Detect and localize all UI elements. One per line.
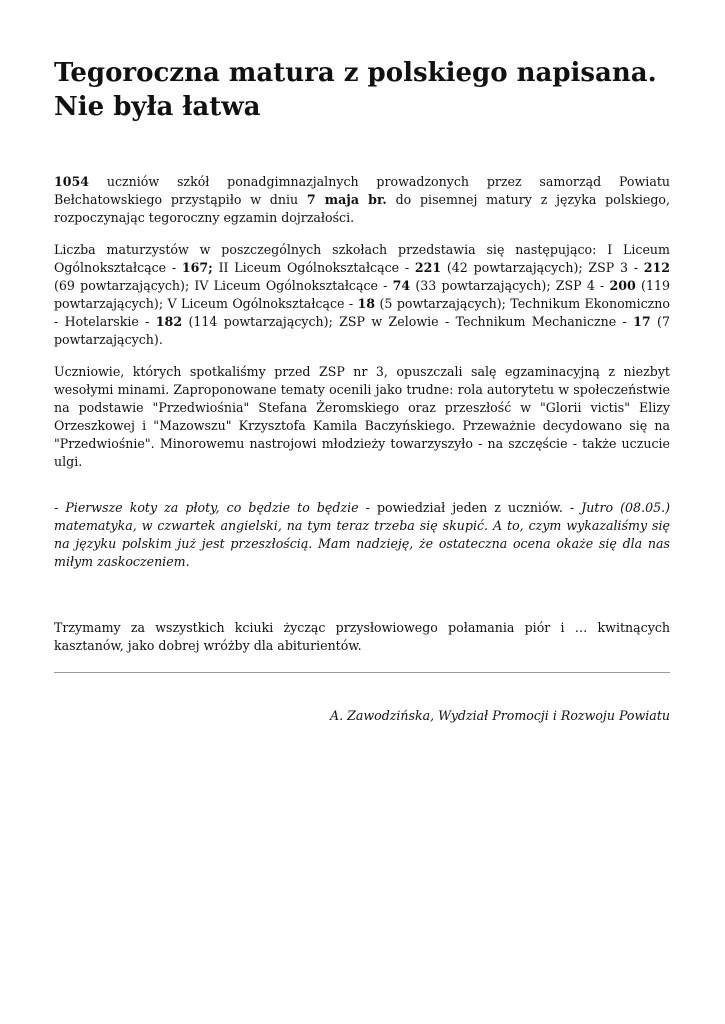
schools-text-9: (7 powtarzających). bbox=[54, 314, 670, 347]
schools-text-2: II Liceum Ogólnokształcące - bbox=[212, 260, 415, 275]
schools-text-8: (114 powtarzających); ZSP w Zelowie - Technikum Mechaniczne - bbox=[182, 314, 634, 329]
count-zsp3: 212 bbox=[643, 260, 671, 275]
author-signature: A. Zawodzińska, Wydział Promocji i Rozwoju Powiatu bbox=[329, 708, 670, 723]
schools-text-7: (5 powtarzających); Technikum Ekonomiczno - Hotelarskie - bbox=[54, 296, 671, 329]
paragraph-schools bbox=[54, 241, 670, 349]
exam-date: 7 maja br. bbox=[306, 192, 387, 207]
paragraph-intro bbox=[54, 173, 670, 227]
schools-text-1: Liczba maturzystów w poszczególnych szkołach przedstawia się następująco: I Liceum Ogólnokształcące - bbox=[54, 242, 670, 275]
quote-part-2: - Jutro (08.05.) matematyka, w czwartek angielski, na tym teraz trzeba się skupić. A to, czym wykazaliśmy się na języku polskim już jest przeszłością. Mam nadzieję, że ostateczna ocena okaże się dla nas miłym zaskoczeniem. bbox=[54, 500, 671, 569]
paragraph-topics: Uczniowie, których spotkaliśmy przed ZSP nr 3, opuszczali salę egzaminacyjną z niezbyt wesołymi minami. Zaproponowane tematy ocenili jako trudne: rola autorytetu w społeczeństwie na podstawie "Przedwiośnia" Stefana Żeromskiego oraz przeszłość w "Glorii victis" Elizy Orzeszkowej i "Mazowszu" Krzysztofa Kamila Baczyńskiego. Przeważnie decydowano się na "Przedwiośnie". Minorowemu nastrojowi młodzieży towarzyszyło - na szczęście - także uczucie ulgi. bbox=[54, 364, 670, 469]
schools-text-6: (119 powtarzających); V Liceum Ogólnokształcące - bbox=[54, 278, 670, 311]
paragraph-quote bbox=[54, 499, 670, 571]
count-lo5: 18 bbox=[357, 296, 376, 311]
divider bbox=[54, 672, 670, 673]
count-lo2: 221 bbox=[414, 260, 442, 275]
quote-attribution: - powiedział jeden z uczniów. bbox=[358, 500, 570, 515]
count-zelow: 17 bbox=[633, 314, 651, 329]
count-tech-ekon: 182 bbox=[155, 314, 183, 329]
intro-text-1: uczniów szkół ponadgimnazjalnych prowadzonych przez samorząd Powiatu Bełchatowskiego przystąpiło w dniu bbox=[54, 174, 670, 207]
quote-part-1: - Pierwsze koty za płoty, co będzie to będzie bbox=[54, 500, 359, 515]
page-title: Tegoroczna matura z polskiego napisana. Nie była łatwa bbox=[54, 58, 657, 122]
schools-text-3: (42 powtarzających); ZSP 3 - bbox=[441, 260, 644, 275]
schools-text-4: (69 powtarzających); IV Liceum Ogólnokształcące - bbox=[54, 278, 393, 293]
count-lo4: 74 bbox=[392, 278, 411, 293]
intro-text-2: do pisemnej matury z języka polskiego, rozpoczynając tegoroczny egzamin dojrzałości. bbox=[54, 192, 670, 225]
paragraph-closing: Trzymamy za wszystkich kciuki życząc przysłowiowego połamania piór i … kwitnących kasztanów, jako dobrej wróżby dla abiturientów. bbox=[54, 620, 670, 653]
schools-text-5: (33 powtarzających); ZSP 4 - bbox=[410, 278, 610, 293]
count-zsp4: 200 bbox=[609, 278, 636, 293]
count-lo1: 167; bbox=[181, 260, 213, 275]
student-count: 1054 bbox=[54, 174, 90, 189]
